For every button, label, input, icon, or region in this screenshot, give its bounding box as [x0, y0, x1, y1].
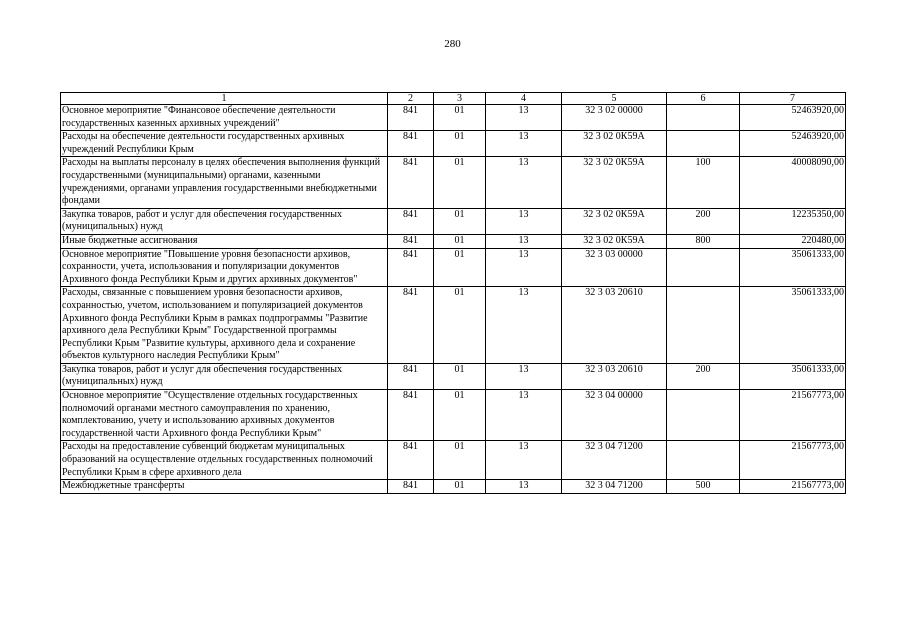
row-sum-cell: 52463920,00 — [740, 131, 846, 157]
row-rz-cell: 01 — [434, 234, 486, 248]
row-vr-cell: 800 — [667, 234, 740, 248]
row-gr-cell: 841 — [388, 480, 434, 494]
row-gr-cell: 841 — [388, 208, 434, 234]
table-row — [61, 287, 846, 364]
header-row — [61, 93, 846, 105]
row-rz-cell: 01 — [434, 208, 486, 234]
row-csr-cell: 32 3 03 00000 — [562, 248, 667, 287]
row-pr-cell: 13 — [486, 248, 562, 287]
header-cell: 4 — [486, 93, 562, 105]
header-cell: 1 — [61, 93, 388, 105]
table-row — [61, 480, 846, 494]
row-rz-cell: 01 — [434, 157, 486, 208]
row-pr-cell: 13 — [486, 105, 562, 131]
row-csr-cell: 32 3 03 20610 — [562, 363, 667, 389]
row-csr-cell: 32 3 02 0К59А — [562, 157, 667, 208]
row-name-cell: Закупка товаров, работ и услуг для обеспечения государственных (муниципальных) нужд — [61, 208, 388, 234]
row-rz-cell: 01 — [434, 441, 486, 480]
row-vr-cell — [667, 131, 740, 157]
table-row — [61, 390, 846, 441]
row-pr-cell: 13 — [486, 208, 562, 234]
row-sum-cell: 40008090,00 — [740, 157, 846, 208]
table-row — [61, 363, 846, 389]
row-sum-cell: 21567773,00 — [740, 441, 846, 480]
row-sum-cell: 21567773,00 — [740, 480, 846, 494]
header-cell: 3 — [434, 93, 486, 105]
row-name-cell: Расходы на обеспечение деятельности государственных архивных учреждений Республики Крым — [61, 131, 388, 157]
row-gr-cell: 841 — [388, 248, 434, 287]
row-name-cell: Основное мероприятие "Финансовое обеспечение деятельности государственных казенных архивных учреждений" — [61, 105, 388, 131]
row-csr-cell: 32 3 02 0К59А — [562, 208, 667, 234]
row-sum-cell: 35061333,00 — [740, 248, 846, 287]
row-gr-cell: 841 — [388, 157, 434, 208]
row-name-cell: Закупка товаров, работ и услуг для обеспечения государственных (муниципальных) нужд — [61, 363, 388, 389]
row-name-cell: Расходы на предоставление субвенций бюджетам муниципальных образований на осуществление отдельных государственных полномочий Республики Крым в сфере архивного дела — [61, 441, 388, 480]
row-gr-cell: 841 — [388, 234, 434, 248]
row-rz-cell: 01 — [434, 287, 486, 364]
row-pr-cell: 13 — [486, 441, 562, 480]
row-pr-cell: 13 — [486, 234, 562, 248]
row-vr-cell — [667, 248, 740, 287]
row-vr-cell — [667, 105, 740, 131]
row-rz-cell: 01 — [434, 390, 486, 441]
table-row — [61, 131, 846, 157]
row-gr-cell: 841 — [388, 441, 434, 480]
row-pr-cell: 13 — [486, 390, 562, 441]
row-sum-cell: 35061333,00 — [740, 287, 846, 364]
table-row — [61, 105, 846, 131]
table-row — [61, 157, 846, 208]
row-name-cell: Межбюджетные трансферты — [61, 480, 388, 494]
row-name-cell: Расходы на выплаты персоналу в целях обеспечения выполнения функций государственными (муниципальными) органами, казенными учреждениями, органами управления государственными внебюджетными фондами — [61, 157, 388, 208]
row-csr-cell: 32 3 02 0К59А — [562, 131, 667, 157]
row-csr-cell: 32 3 03 20610 — [562, 287, 667, 364]
header-cell: 5 — [562, 93, 667, 105]
row-sum-cell: 52463920,00 — [740, 105, 846, 131]
row-rz-cell: 01 — [434, 248, 486, 287]
row-vr-cell — [667, 287, 740, 364]
row-csr-cell: 32 3 02 00000 — [562, 105, 667, 131]
row-vr-cell: 200 — [667, 208, 740, 234]
table-row — [61, 208, 846, 234]
row-name-cell: Расходы, связанные с повышением уровня безопасности архивов, сохранностью, учетом, использованием и популяризацией документов Архивного фонда Республики Крым в рамках подпрограммы "Развитие архивного дела Республики Крым" Государственной программы Республики Крым "Развитие культуры, архивного дела и сохранение объектов культурного наследия Республики Крым" — [61, 287, 388, 364]
row-pr-cell: 13 — [486, 157, 562, 208]
row-vr-cell — [667, 441, 740, 480]
row-sum-cell: 21567773,00 — [740, 390, 846, 441]
row-sum-cell: 220480,00 — [740, 234, 846, 248]
row-rz-cell: 01 — [434, 363, 486, 389]
header-cell: 2 — [388, 93, 434, 105]
row-sum-cell: 35061333,00 — [740, 363, 846, 389]
row-gr-cell: 841 — [388, 131, 434, 157]
page-number: 280 — [444, 38, 461, 50]
row-gr-cell: 841 — [388, 363, 434, 389]
header-cell: 7 — [740, 93, 846, 105]
budget-table — [60, 92, 846, 494]
row-gr-cell: 841 — [388, 390, 434, 441]
row-pr-cell: 13 — [486, 131, 562, 157]
row-name-cell: Основное мероприятие "Повышение уровня безопасности архивов, сохранности, учета, использования и популяризации документов Архивного фонда Республики Крым и других архивных документов" — [61, 248, 388, 287]
row-csr-cell: 32 3 04 00000 — [562, 390, 667, 441]
row-vr-cell: 200 — [667, 363, 740, 389]
row-name-cell: Иные бюджетные ассигнования — [61, 234, 388, 248]
row-vr-cell — [667, 390, 740, 441]
row-csr-cell: 32 3 04 71200 — [562, 480, 667, 494]
row-pr-cell: 13 — [486, 480, 562, 494]
header-cell: 6 — [667, 93, 740, 105]
row-name-cell: Основное мероприятие "Осуществление отдельных государственных полномочий органами местного самоуправления по хранению, комплектованию, учету и использованию архивных документов государственной части Архивного фонда Республики Крым" — [61, 390, 388, 441]
row-pr-cell: 13 — [486, 287, 562, 364]
row-rz-cell: 01 — [434, 105, 486, 131]
table-row — [61, 234, 846, 248]
row-sum-cell: 12235350,00 — [740, 208, 846, 234]
row-rz-cell: 01 — [434, 131, 486, 157]
row-gr-cell: 841 — [388, 287, 434, 364]
row-pr-cell: 13 — [486, 363, 562, 389]
row-csr-cell: 32 3 02 0К59А — [562, 234, 667, 248]
row-vr-cell: 100 — [667, 157, 740, 208]
row-rz-cell: 01 — [434, 480, 486, 494]
table-row — [61, 248, 846, 287]
row-gr-cell: 841 — [388, 105, 434, 131]
table-row — [61, 441, 846, 480]
row-vr-cell: 500 — [667, 480, 740, 494]
row-csr-cell: 32 3 04 71200 — [562, 441, 667, 480]
